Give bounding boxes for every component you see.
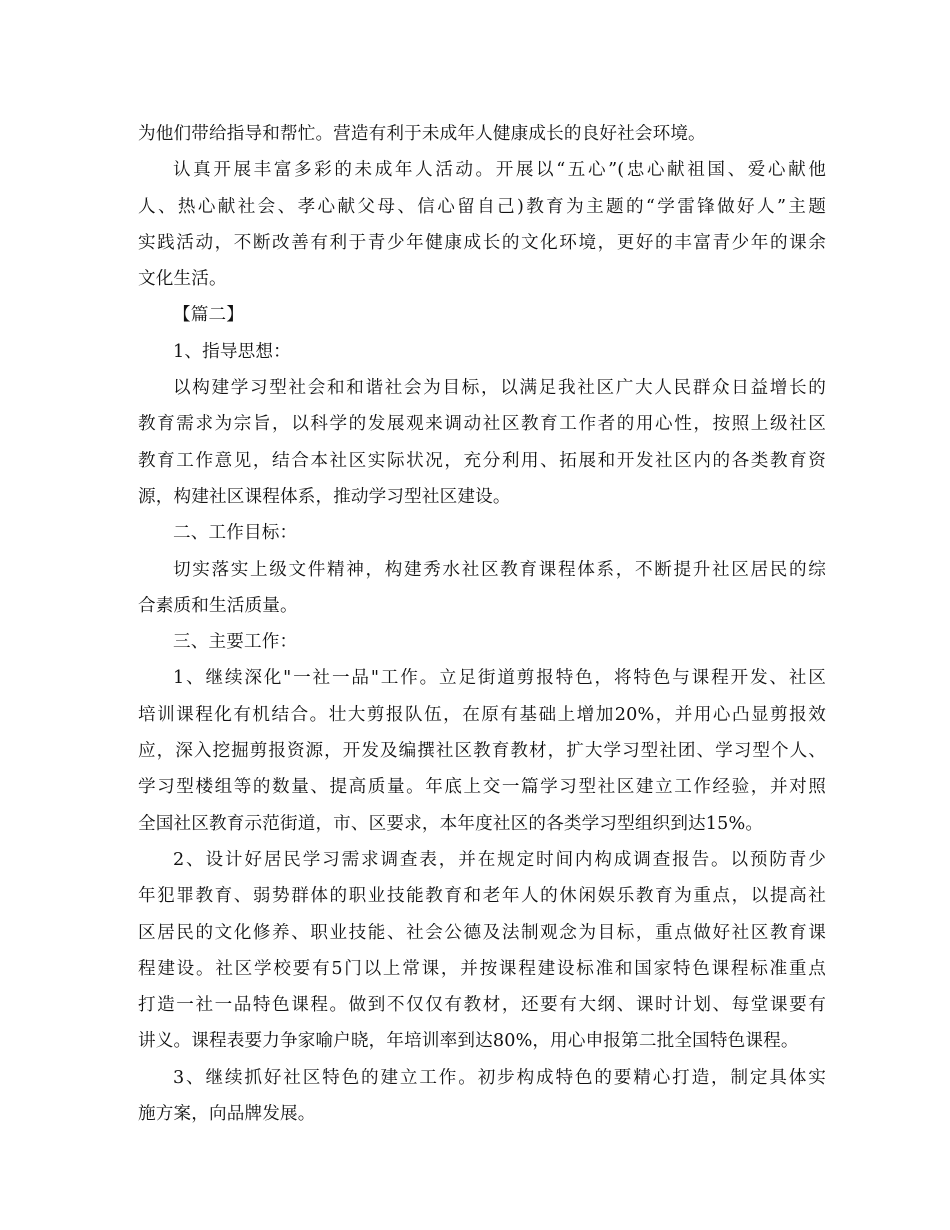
paragraph-line: 实践活动，不断改善有利于青少年健康成长的文化环境，更好的丰富青少年的课余 (138, 232, 826, 253)
paragraph-line: 人、热心献社会、孝心献父母、信心留自己)教育为主题的“学雷锋做好人”主题 (138, 196, 826, 217)
paragraph-line: 施方案，向品牌发展。 (138, 1104, 316, 1125)
paragraph-line: 培训课程化有机结合。壮大剪报队伍，在原有基础上增加20%，并用心凸显剪报效 (138, 704, 826, 725)
subheading: 三、主要工作： (173, 632, 298, 653)
paragraph-line: 源，构建社区课程体系，推动学习型社区建设。 (138, 486, 511, 507)
subheading: 1、指导思想： (173, 341, 291, 362)
paragraph-line: 打造一社一品特色课程。做到不仅仅有教材，还要有大纲、课时计划、每堂课要有 (138, 995, 826, 1016)
paragraph-line: 合素质和生活质量。 (138, 595, 298, 616)
paragraph-line: 程建设。社区学校要有5门以上常课，并按课程建设标准和国家特色课程标准重点 (138, 958, 826, 979)
paragraph-line: 1、继续深化"一社一品"工作。立足街道剪报特色，将特色与课程开发、社区 (173, 668, 826, 689)
paragraph-line: 以构建学习型社会和和谐社会为目标，以满足我社区广大人民群众日益增长的 (173, 378, 826, 399)
paragraph-line: 2、设计好居民学习需求调查表，并在规定时间内构成调查报告。以预防青少 (173, 849, 826, 870)
paragraph-line: 文化生活。 (138, 269, 227, 290)
subheading: 二、工作目标： (173, 523, 298, 544)
text-line: 为他们带给指导和帮忙。营造有利于未成年人健康成长的良好社会环境。 (138, 124, 706, 144)
section-heading: 【篇二】 (173, 305, 244, 326)
paragraph-line: 教育需求为宗旨，以科学的发展观来调动社区教育工作者的用心性，按照上级社区 (138, 414, 826, 435)
paragraph-line: 讲义。课程表要力争家喻户晓，年培训率到达80%，用心申报第二批全国特色课程。 (138, 1031, 799, 1052)
paragraph-line: 学习型楼组等的数量、提高质量。年底上交一篇学习型社区建立工作经验，并对照 (138, 777, 826, 798)
paragraph-line: 教育工作意见，结合本社区实际状况，充分利用、拓展和开发社区内的各类教育资 (138, 450, 826, 471)
document-body (138, 116, 826, 1132)
paragraph-line: 区居民的文化修养、职业技能、社会公德及法制观念为目标，重点做好社区教育课 (138, 922, 826, 943)
paragraph-line: 认真开展丰富多彩的未成年人活动。开展以“五心”(忠心献祖国、爱心献他 (173, 160, 826, 181)
paragraph-line: 切实落实上级文件精神，构建秀水社区教育课程体系，不断提升社区居民的综 (173, 559, 826, 580)
paragraph-line: 3、继续抓好社区特色的建立工作。初步构成特色的要精心打造，制定具体实 (173, 1067, 826, 1088)
paragraph-line: 应，深入挖掘剪报资源，开发及编撰社区教育教材，扩大学习型社团、学习型个人、 (138, 741, 826, 762)
paragraph-line: 年犯罪教育、弱势群体的职业技能教育和老年人的休闲娱乐教育为重点，以提高社 (138, 886, 826, 907)
paragraph-line: 全国社区教育示范街道，市、区要求，本年度社区的各类学习型组织到达15%。 (138, 813, 764, 834)
